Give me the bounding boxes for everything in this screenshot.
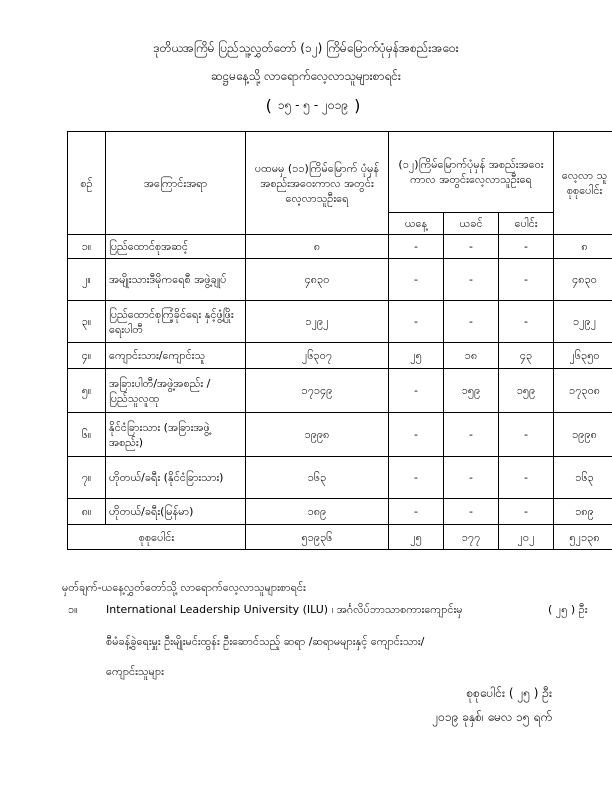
col-header-total: လေ့လာ သူ စုစုပေါင်း — [554, 132, 612, 235]
row-prev: ၈ — [246, 235, 389, 259]
row-total: ၁၈၉ — [554, 499, 612, 525]
table-row — [68, 259, 612, 301]
row-yesterday: - — [444, 413, 499, 457]
row-yesterday: - — [444, 259, 499, 301]
row-total: ၁၇၃၀၈ — [554, 369, 612, 413]
date-box — [258, 96, 368, 115]
row-prev: ၁၆၃ — [246, 457, 389, 499]
row-desc: ပြည်ထောင်စုကြံ့ခိုင်ရေး နှင့်ဖွံ့ဖြိုးရေးပါတီ — [106, 301, 246, 343]
visitor-table — [67, 131, 612, 550]
total-prev: ၅၁၉၃၆ — [246, 525, 389, 550]
col-header-yesterday: ယခင် — [444, 213, 499, 235]
row-today: - — [389, 235, 444, 259]
table-row — [68, 235, 612, 259]
row-today: ၂၅ — [389, 343, 444, 369]
row-yesterday: - — [444, 457, 499, 499]
row-prev: ၁၇၁၄၉ — [246, 369, 389, 413]
row-total: ၁၆၃ — [554, 457, 612, 499]
table-row — [68, 499, 612, 525]
notes-count: ( ၂၅ ) ဦး — [548, 603, 588, 616]
row-no: ၃။ — [68, 301, 106, 343]
row-total: ၁၂၉၂ — [554, 301, 612, 343]
total-today: ၂၅ — [389, 525, 444, 550]
row-no: ၂။ — [68, 259, 106, 301]
row-yesterday: - — [444, 235, 499, 259]
row-sum: ၁၅၉ — [499, 369, 554, 413]
row-desc: ပြည်ထောင်စုအဆင့် — [106, 235, 246, 259]
table-row — [68, 413, 612, 457]
row-sum: - — [499, 259, 554, 301]
notes-university: International Leadership University (ILU) ၊ အင်္ဂလိပ်ဘာသာစကားကျောင်းမှ — [106, 603, 463, 616]
row-desc: အခြားပါတီ/အဖွဲ့အစည်း / ပြည်သူလူထု — [106, 369, 246, 413]
row-prev: ၁၈၉ — [246, 499, 389, 525]
row-no: ၁။ — [68, 235, 106, 259]
row-yesterday: - — [444, 499, 499, 525]
row-sum: - — [499, 235, 554, 259]
row-today: - — [389, 457, 444, 499]
document-title: ဒုတိယအကြိမ် ပြည်သူ့လွှတ်တော် (၁၂) ကြိမ်မြောက်ပုံမှန်အစည်းအဝေး — [153, 41, 459, 55]
row-no: ၇။ — [68, 457, 106, 499]
row-sum: - — [499, 413, 554, 457]
document-subtitle: ဆဋ္ဌမနေ့သို့ လာရောက်လေ့လာသူများစာရင်း — [211, 69, 401, 83]
notes-line: စီမံခန့်ခွဲရေးမှူး ဦးမျိုးမင်းထွန်း ဦးဆောင်သည့် ဆရာ /ဆရာမများနှင့် ကျောင်းသား/ — [106, 635, 425, 648]
row-prev: ၂၆၃၀၇ — [246, 343, 389, 369]
total-total: ၅၂၁၃၈ — [554, 525, 612, 550]
row-sum: - — [499, 499, 554, 525]
col-header-previous: ပထမမှ (၁၁)ကြိမ်မြောက် ပုံမှန်အစည်းအဝေးကာလ အတွင်းလေ့လာသူဦးရေ — [246, 132, 389, 235]
table-row — [68, 301, 612, 343]
row-today: - — [389, 369, 444, 413]
col-header-sum: ပေါင်း — [499, 213, 554, 235]
row-no: ၈။ — [68, 499, 106, 525]
row-desc: အမျိုးသားဒီမိုကရေစီ အဖွဲ့ချုပ် — [106, 259, 246, 301]
date-close-paren: ) — [354, 96, 361, 115]
col-header-desc: အကြောင်းအရာ — [106, 132, 246, 235]
row-prev: ၁၉၉၈ — [246, 413, 389, 457]
table-row — [68, 343, 612, 369]
row-total: ၈ — [554, 235, 612, 259]
row-desc: ဟိုတယ်/ခရီး (နိုင်ငံခြားသား) — [106, 457, 246, 499]
row-desc: ကျောင်းသား/ကျောင်းသူ — [106, 343, 246, 369]
row-today: - — [389, 259, 444, 301]
row-sum: - — [499, 301, 554, 343]
row-yesterday: ၁၈ — [444, 343, 499, 369]
row-total: ၂၆၃၅၀ — [554, 343, 612, 369]
row-no: ၆။ — [68, 413, 106, 457]
row-total: ၁၉၉၈ — [554, 413, 612, 457]
date-line: ၂၀၁၉ ခုနှစ်၊ မေလ ၁၅ ရက် — [432, 710, 552, 724]
row-no: ၅။ — [68, 369, 106, 413]
table-row — [68, 369, 612, 413]
row-desc: နိုင်ငံခြားသား (အခြားအဖွဲ့အစည်း) — [106, 413, 246, 457]
notes-heading: မှတ်ချက်-ယနေ့လွှတ်တော်သို့ လာရောက်လေ့လာသူများစာရင်း — [62, 581, 306, 594]
total-sum: ၂၀၂ — [499, 525, 554, 550]
total-label: စုစုပေါင်း — [68, 525, 246, 550]
row-today: - — [389, 499, 444, 525]
row-today: - — [389, 413, 444, 457]
col-header-no: စဉ် — [68, 132, 106, 235]
row-sum: ၄၃ — [499, 343, 554, 369]
total-yesterday: ၁၇၇ — [444, 525, 499, 550]
row-total: ၄၈၃၀ — [554, 259, 612, 301]
row-yesterday: ၁၅၉ — [444, 369, 499, 413]
row-prev: ၄၈၃၀ — [246, 259, 389, 301]
row-today: - — [389, 301, 444, 343]
grand-total-line: စုစုပေါင်း ( ၂၅ ) ဦး — [466, 686, 552, 700]
notes-line: ကျောင်းသူများ — [106, 665, 164, 678]
notes-item-number: ၁။ — [68, 603, 78, 616]
col-header-current: (၁၂)ကြိမ်မြောက်ပုံမှန် အစည်းအဝေးကာလ အတွင်းလေ့လာသူဦးရေ — [389, 132, 554, 213]
row-no: ၄။ — [68, 343, 106, 369]
row-desc: ဟိုတယ်/ခရီး(မြန်မာ) — [106, 499, 246, 525]
row-sum: - — [499, 457, 554, 499]
table-total-row — [68, 525, 612, 550]
date-open-paren: ( — [265, 96, 272, 115]
col-header-today: ယနေ့ — [389, 213, 444, 235]
table-row — [68, 457, 612, 499]
date-text: ၁၅ - ၅ - ၂၀၁၉ — [277, 97, 349, 112]
row-prev: ၁၂၉၂ — [246, 301, 389, 343]
row-yesterday: - — [444, 301, 499, 343]
